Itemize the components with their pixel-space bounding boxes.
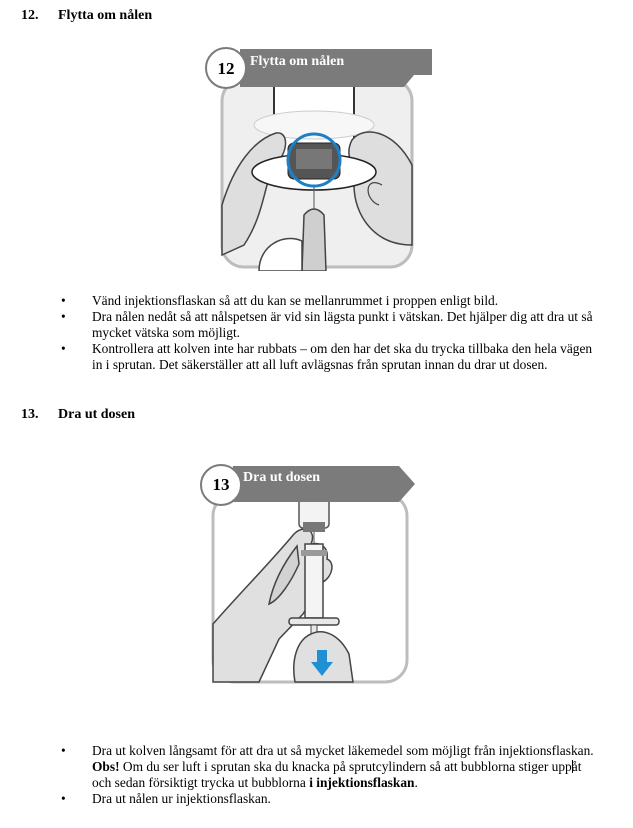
figure-step-12: [204, 45, 436, 271]
section-13-bullets: [0, 743, 600, 807]
step-banner-label: Flytta om nålen: [250, 54, 345, 69]
bullet-text: Dra ut nålen ur injektionsflaskan.: [92, 791, 271, 806]
list-item: [0, 341, 600, 373]
figure-step-13: [199, 464, 417, 686]
section-title: Flytta om nålen: [58, 8, 153, 23]
section-number: 13.: [21, 407, 39, 422]
list-item: [0, 791, 600, 807]
step-banner-label: Dra ut dosen: [243, 470, 321, 485]
bullet-dot: •: [61, 791, 66, 806]
note-label: Obs!: [92, 759, 120, 774]
note-end: .: [414, 775, 418, 790]
list-item: [0, 293, 600, 309]
note-text: Om du ser luft i sprutan ska du knacka på sprutcylindern så att bubblorna stiger upp: [119, 759, 572, 774]
bullet-dot: •: [61, 293, 66, 308]
section-number: 12.: [21, 8, 39, 23]
note-text-continued: åt och sedan försiktigt trycka ut bubblorna: [92, 759, 582, 790]
section-13-heading: [21, 407, 135, 423]
section-title: Dra ut dosen: [58, 407, 136, 422]
list-item: [0, 743, 600, 791]
illustration-draw-dose: [199, 464, 417, 686]
bullet-text: Dra nålen nedåt så att nålspetsen är vid sin lägsta punkt i vätskan. Det hjälper dig att dra ut så mycket vätska som möjligt.: [92, 309, 593, 340]
note-emphasis: i injektionsflaskan: [309, 775, 415, 790]
bullet-text: Kontrollera att kolven inte har rubbats – om den har det ska du trycka tillbaka den hela vägen in i sprutan. Det säkerställer att all luft avlägsnas från sprutan innan du drar ut dosen.: [92, 341, 593, 372]
bullet-dot: •: [61, 743, 66, 758]
bullet-text: Dra ut kolven långsamt för att dra ut så mycket läkemedel som möjligt från injektionsflaskan.: [92, 743, 594, 758]
bullet-text: Vänd injektionsflaskan så att du kan se mellanrummet i proppen enligt bild.: [92, 293, 499, 308]
section-12-heading: [21, 8, 152, 24]
step-badge-number: 12: [217, 59, 235, 78]
bullet-dot: •: [61, 341, 66, 356]
list-item: [0, 309, 600, 341]
step-badge-number: 13: [212, 475, 230, 494]
bullet-dot: •: [61, 309, 66, 324]
section-12-bullets: [0, 293, 600, 373]
